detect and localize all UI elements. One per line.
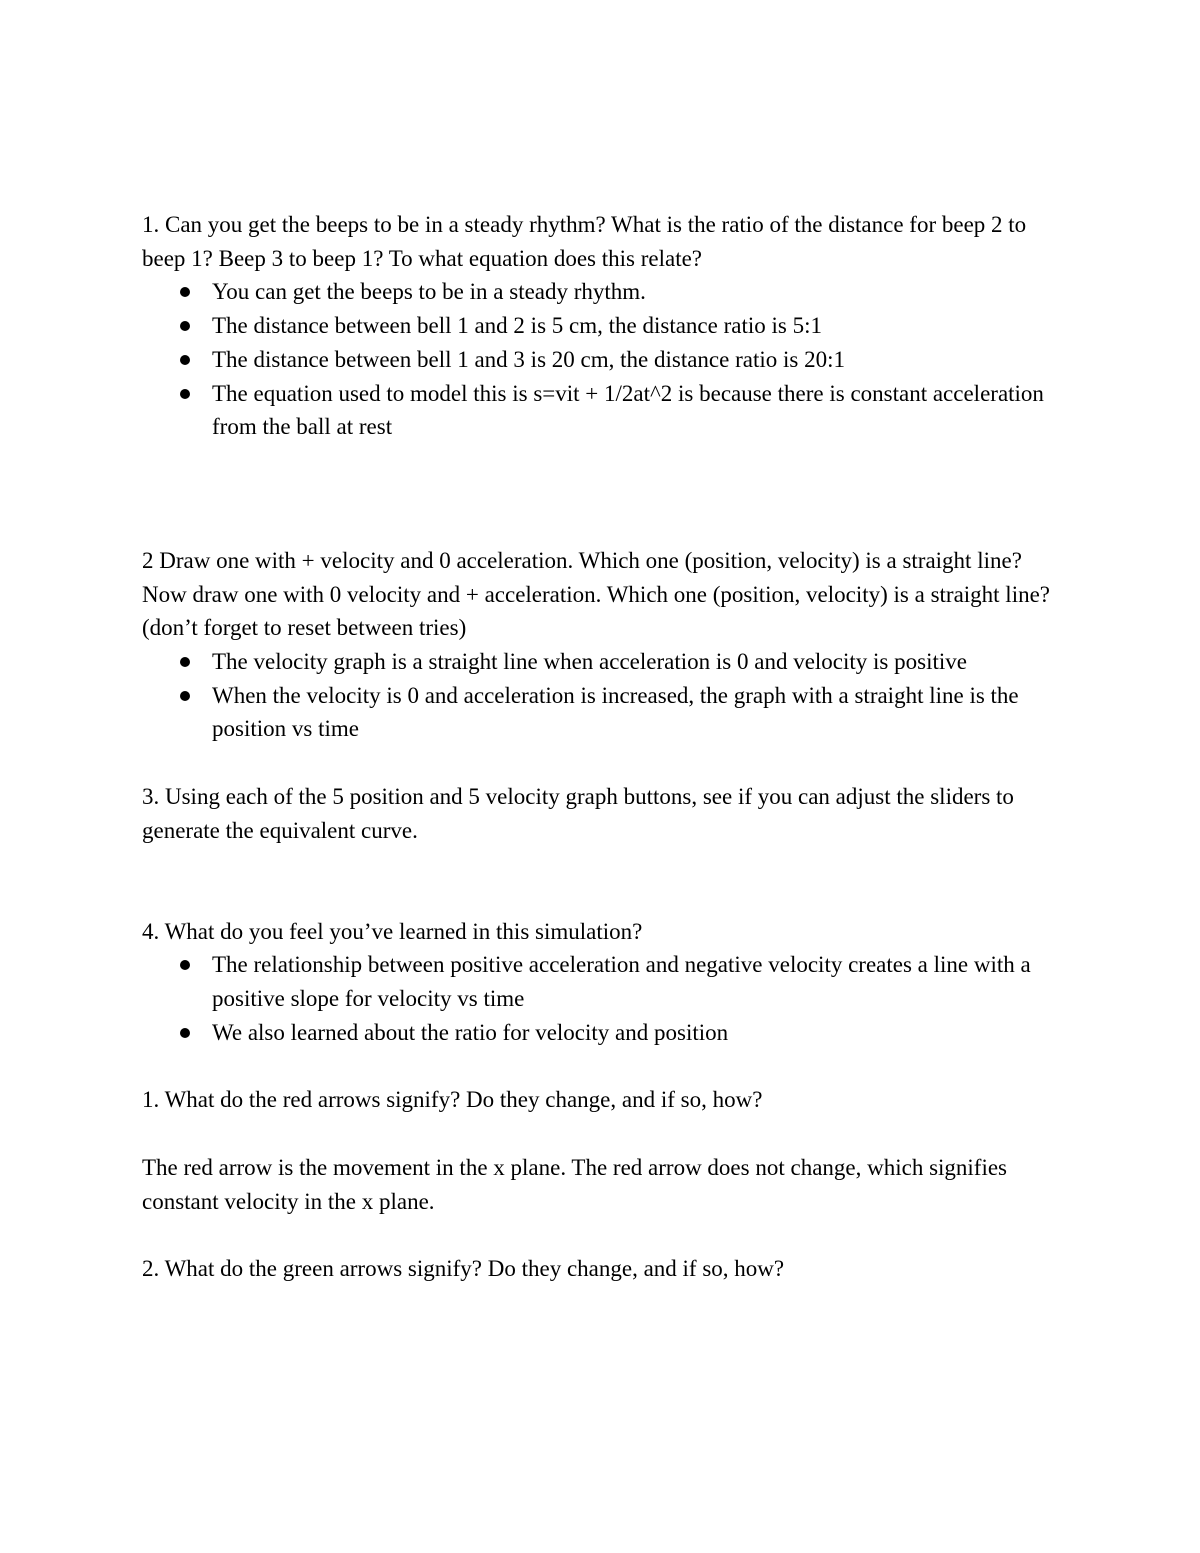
answer-text: The distance between bell 1 and 3 is 20 cm, the distance ratio is 20:1 xyxy=(212,346,845,372)
answer-bullet xyxy=(142,275,1072,309)
answer-text: The distance between bell 1 and 2 is 5 cm, the distance ratio is 5:1 xyxy=(212,313,822,339)
answer-bullet xyxy=(142,1016,1072,1050)
answer-text: The velocity graph is a straight line when acceleration is 0 and velocity is positive xyxy=(212,649,967,675)
spacer xyxy=(142,1117,1072,1151)
bullet-icon xyxy=(180,389,190,399)
question-4-text: 4. What do you feel you’ve learned in this simulation? xyxy=(142,918,643,944)
answer-text: We also learned about the ratio for velocity and position xyxy=(212,1019,729,1045)
question-4-answers xyxy=(142,948,1072,1049)
document-body xyxy=(142,208,1072,1286)
part2-question-2-text: 2. What do the green arrows signify? Do they change, and if so, how? xyxy=(142,1256,785,1282)
answer-text: When the velocity is 0 and acceleration is increased, the graph with a straight line is the position vs time xyxy=(212,682,1019,742)
bullet-icon xyxy=(180,657,190,667)
answer-bullet xyxy=(142,948,1072,1015)
answer-text: The equation used to model this is s=vit + 1/2at^2 is because there is constant acceleration from the ball at rest xyxy=(212,380,1044,440)
answer-text: You can get the beeps to be in a steady rhythm. xyxy=(212,279,646,305)
answer-bullet xyxy=(142,679,1072,746)
bullet-icon xyxy=(180,960,190,970)
answer-bullet xyxy=(142,309,1072,343)
answer-text: The relationship between positive acceleration and negative velocity creates a line with a positive slope for velocity vs time xyxy=(212,952,1031,1011)
spacer xyxy=(142,444,1072,544)
bullet-icon xyxy=(180,1028,190,1038)
answer-bullet xyxy=(142,645,1072,679)
bullet-icon xyxy=(180,355,190,365)
question-3-text: 3. Using each of the 5 position and 5 velocity graph buttons, see if you can adjust the sliders to generate the equivalent curve. xyxy=(142,784,1014,843)
question-2-answers xyxy=(142,645,1072,746)
spacer xyxy=(142,848,1072,915)
answer-bullet xyxy=(142,377,1072,444)
spacer xyxy=(142,1049,1072,1083)
bullet-icon xyxy=(180,287,190,297)
part2-question-1-text: 1. What do the red arrows signify? Do they change, and if so, how? xyxy=(142,1087,763,1113)
part2-answer-1-text: The red arrow is the movement in the x plane. The red arrow does not change, which signifies constant velocity in the x plane. xyxy=(142,1155,1008,1214)
question-1-text: 1. Can you get the beeps to be in a steady rhythm? What is the ratio of the distance for beep 2 to beep 1? Beep 3 to beep 1? To what equation does this relate? xyxy=(142,212,1027,271)
answer-bullet xyxy=(142,343,1072,377)
question-1-answers xyxy=(142,275,1072,444)
spacer xyxy=(142,746,1072,780)
bullet-icon xyxy=(180,691,190,701)
question-2-text: 2 Draw one with + velocity and 0 acceleration. Which one (position, velocity) is a straight line? Now draw one with 0 velocity and + acceleration. Which one (position, velocity) is a straight line? (don’t forget to reset between tries) xyxy=(142,547,1051,641)
bullet-icon xyxy=(180,321,190,331)
spacer xyxy=(142,1218,1072,1252)
